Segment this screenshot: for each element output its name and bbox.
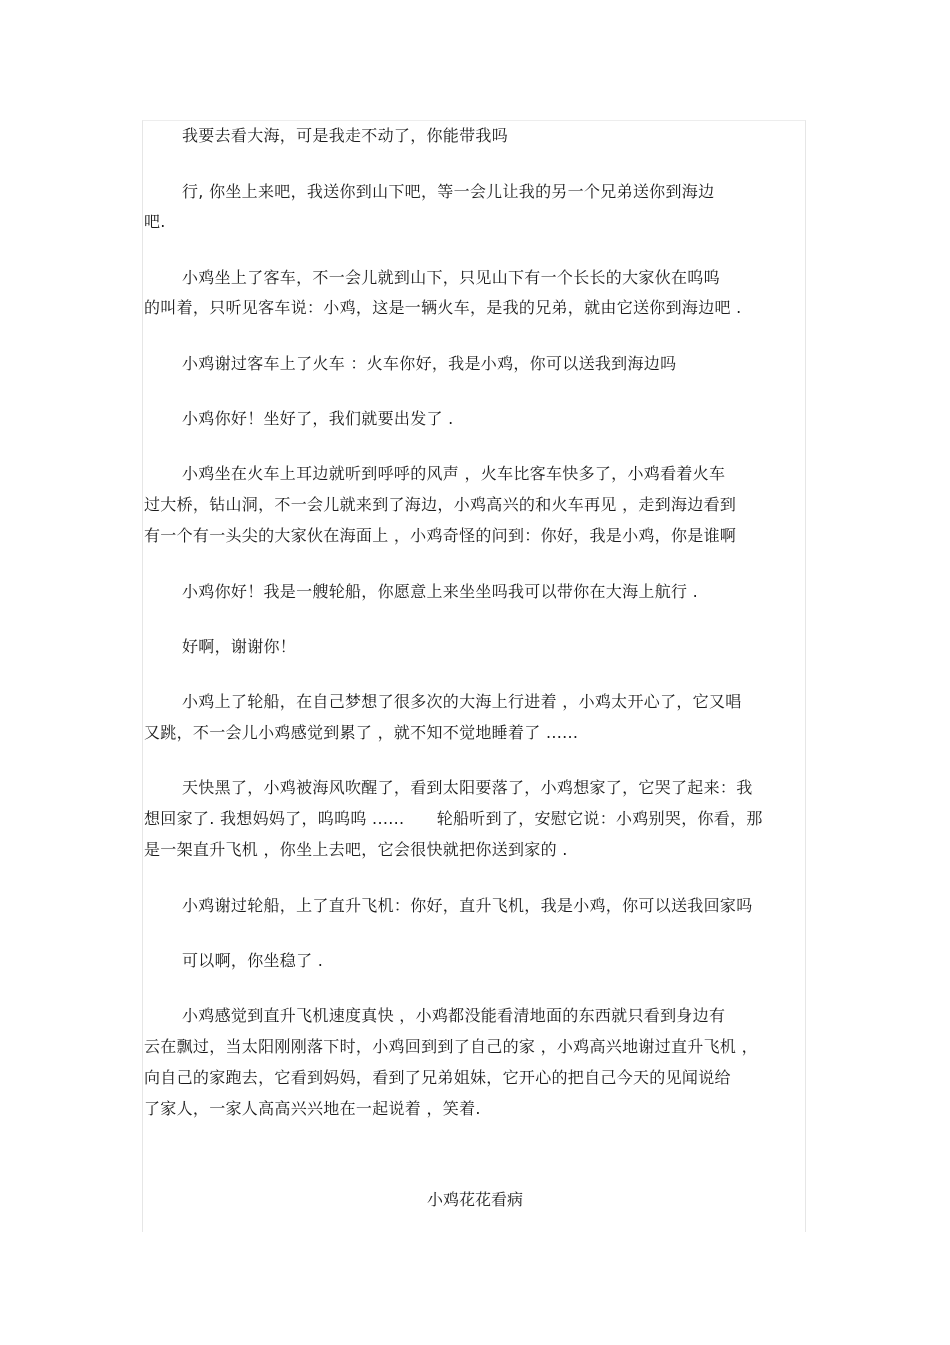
paragraph-line: 可以啊，你坐稳了 . — [182, 951, 324, 970]
paragraph-line: 的叫着，只听见客车说：小鸡，这是一辆火车，是我的兄弟，就由它送你到海边吧 . — [144, 298, 742, 317]
paragraph-line: 小鸡你好！我是一艘轮船，你愿意上来坐坐吗我可以带你在大海上航行 . — [182, 582, 699, 601]
paragraph-line: 我要去看大海，可是我走不动了，你能带我吗 — [182, 126, 509, 145]
paragraph-line: 小鸡上了轮船，在自己梦想了很多次的大海上行进着 ，小鸡太开心了，它又唱 — [182, 692, 742, 711]
paragraph-line: 又跳，不一会儿小鸡感觉到累了 ，就不知不觉地睡着了 ...... — [144, 723, 579, 742]
paragraph-line: 好啊，谢谢你！ — [182, 637, 297, 656]
paragraph-line: 有一个有一头尖的大家伙在海面上 ，小鸡奇怪的问到：你好，我是小鸡，你是谁啊 — [144, 526, 737, 545]
story-title: 小鸡花花看病 — [426, 1190, 523, 1209]
paragraph-line: 天快黑了，小鸡被海风吹醒了，看到太阳要落了，小鸡想家了，它哭了起来：我 — [182, 778, 753, 797]
paragraph-line: 吧. — [144, 212, 166, 231]
paragraph-line: 小鸡坐在火车上耳边就听到呼呼的风声 ，火车比客车快多了，小鸡看着火车 — [182, 464, 726, 483]
paragraph-line: 过大桥，钻山洞，不一会儿就来到了海边，小鸡高兴的和火车再见 ，走到海边看到 — [144, 495, 737, 514]
paragraph-line: 向自己的家跑去，它看到妈妈，看到了兄弟姐妹，它开心的把自己今天的见闻说给 — [144, 1068, 731, 1087]
paragraph-line: 小鸡你好！坐好了，我们就要出发了 . — [182, 409, 454, 428]
paragraph-line: 是一架直升飞机 ，你坐上去吧，它会很快就把你送到家的 . — [144, 840, 568, 859]
paragraph-line: 云在飘过，当太阳刚刚落下时，小鸡回到到了自己的家 ，小鸡高兴地谢过直升飞机 ， — [144, 1037, 758, 1056]
paragraph-line: 了家人，一家人高高兴兴地在一起说着 ，笑着. — [144, 1099, 481, 1118]
paragraph-line: 小鸡坐上了客车，不一会儿就到山下，只见山下有一个长长的大家伙在呜呜 — [182, 268, 720, 287]
paragraph-line: 小鸡谢过客车上了火车 ：火车你好，我是小鸡，你可以送我到海边吗 — [182, 354, 677, 373]
paragraph-line: 小鸡感觉到直升飞机速度真快 ，小鸡都没能看清地面的东西就只看到身边有 — [182, 1006, 726, 1025]
paragraph-line: 想回家了. 我想妈妈了，呜呜呜 ...... 轮船听到了，安慰它说：小鸡别哭，你看，那 — [144, 809, 763, 828]
paragraph-line: 小鸡谢过轮船，上了直升飞机：你好，直升飞机，我是小鸡，你可以送我回家吗 — [182, 896, 753, 915]
paragraph-line: 行, 你坐上来吧，我送你到山下吧，等一会儿让我的另一个兄弟送你到海边 — [182, 182, 715, 201]
